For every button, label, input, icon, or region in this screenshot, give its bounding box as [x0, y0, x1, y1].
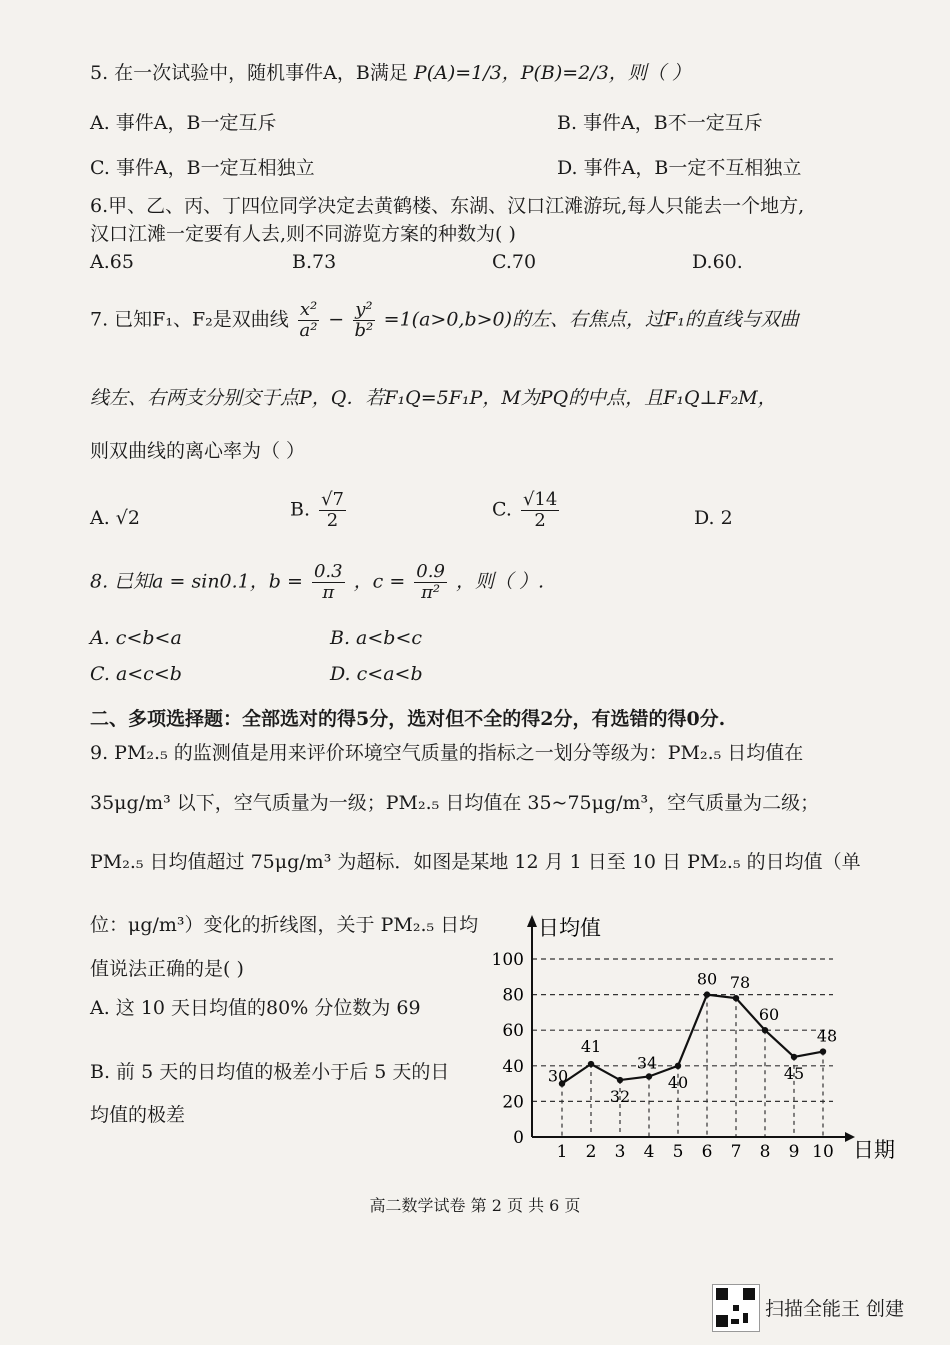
- q8-c-frac: $\frac{0.9}{\text{π²}}$: [416, 561, 445, 603]
- data-point: [733, 995, 739, 1001]
- q5-option-b: B. 事件A，B不一定互斥: [557, 112, 763, 134]
- q7-option-b: [290, 490, 349, 531]
- data-point: [762, 1027, 768, 1033]
- y-axis-title: 日均值: [538, 916, 601, 940]
- pm25-line-chart: [480, 905, 900, 1170]
- x-tick-label: 7: [730, 1142, 742, 1162]
- q8-option-d: D. c<a<b: [330, 663, 423, 685]
- q8-stem-c: ，则（ ）.: [455, 570, 545, 593]
- q8-option-c: C. a<c<b: [90, 663, 182, 685]
- x-tick-label: 10: [812, 1142, 834, 1162]
- data-point: [646, 1073, 652, 1079]
- q5-stem-text: 5. 在一次试验中，随机事件A，B满足: [90, 62, 408, 84]
- q6-option-c: C.70: [492, 251, 537, 273]
- q7-option-c: [492, 490, 562, 531]
- x-tick-label: 2: [585, 1142, 597, 1162]
- q8-b-frac: $\frac{0.3}{\pi}$: [313, 561, 343, 603]
- q7-stem-2: 线左、右两支分别交于点P，Q．若F₁Q=5F₁P，M为PQ的中点，且F₁Q⊥F₂M，: [90, 387, 777, 409]
- y-tick-label: 60: [502, 1021, 524, 1042]
- q7-option-c-label: C.: [492, 498, 512, 521]
- x-tick-label: 8: [759, 1142, 771, 1162]
- x-tick-label: 1: [556, 1142, 568, 1162]
- data-point: [588, 1061, 594, 1067]
- q9-line-5: 值说法正确的是( ): [90, 958, 244, 980]
- x-tick-label: 6: [701, 1142, 713, 1162]
- q8-stem-b: ，c =: [353, 570, 406, 593]
- q8-option-a: A. c<b<a: [90, 627, 182, 649]
- y-tick-label: 0: [513, 1128, 524, 1148]
- q8-stem-a: 8. 已知a = sin0.1，b =: [90, 570, 303, 593]
- q9-line-2: 35μg/m³ 以下，空气质量为一级；PM₂.₅ 日均值在 35~75μg/m³，空气质量为二级；: [90, 792, 820, 814]
- data-label: 48: [816, 1026, 838, 1046]
- q5-option-c: C. 事件A，B一定互相独立: [90, 157, 315, 179]
- q9-line-1: 9. PM₂.₅ 的监测值是用来评价环境空气质量的指标之一划分等级为：PM₂.₅ 日均值在: [90, 742, 804, 764]
- data-label: 80: [696, 969, 718, 989]
- q9-line-4: 位：μg/m³）变化的折线图，关于 PM₂.₅ 日均: [90, 914, 479, 936]
- data-label: 30: [547, 1066, 569, 1086]
- q7-option-a: A. √2: [90, 507, 140, 529]
- x-tick-label: 3: [614, 1142, 626, 1162]
- q7-stem-1: 7. 已知F₁、F₂是双曲线 $\frac{\text{x²}}{\text{a²}}$ − $\frac{\text{y²}}{\text{b²}}$ =1(a>0,b>0)的左、右焦点，过F₁的直线与双曲: [90, 299, 799, 341]
- data-label: 78: [729, 973, 751, 993]
- q7-option-c-frac: $\frac{√14}{2}$: [522, 489, 558, 531]
- q9-option-a: A. 这 10 天日均值的80% 分位数为 69: [90, 997, 421, 1019]
- q7-option-d: D. 2: [694, 507, 733, 529]
- q6-option-d: D.60.: [692, 251, 743, 273]
- q8-stem: [90, 562, 544, 603]
- y-tick-label: 20: [502, 1092, 524, 1113]
- q6-stem-1: 6.甲、乙、丙、丁四位同学决定去黄鹤楼、东湖、汉口江滩游玩,每人只能去一个地方,: [90, 195, 805, 217]
- q7-option-b-frac: $\frac{√7}{2}$: [321, 489, 344, 531]
- data-label: 45: [783, 1063, 805, 1083]
- q7-stem-1b: =1(a>0,b>0)的左、右焦点，过F₁的直线与双曲: [383, 308, 799, 331]
- data-point: [791, 1054, 797, 1060]
- q5-option-d: D. 事件A，B一定不互相独立: [557, 157, 802, 179]
- q5-stem: [90, 58, 691, 85]
- q9-option-b-2: 均值的极差: [90, 1104, 186, 1126]
- hyperbola-x-term: $\frac{\text{x²}}{\text{a²}}$: [299, 299, 318, 341]
- y-tick-label: 100: [491, 950, 524, 970]
- scanner-brand-label: 扫描全能王 创建: [765, 1298, 905, 1320]
- q6-option-a: A.65: [90, 251, 134, 273]
- q5-cond: P(A)=1/3，P(B)=2/3，则（ ）: [413, 62, 691, 84]
- data-label: 34: [636, 1053, 658, 1073]
- x-tick-label: 5: [672, 1142, 684, 1162]
- data-point: [675, 1063, 681, 1069]
- data-point: [704, 991, 710, 997]
- q6-option-b: B.73: [292, 251, 337, 273]
- hyperbola-y-term: $\frac{\text{y²}}{\text{b²}}$: [354, 299, 374, 341]
- x-axis-title: 日期: [853, 1138, 895, 1162]
- y-tick-label: 40: [502, 1056, 524, 1077]
- qr-code-icon: [712, 1284, 760, 1332]
- x-tick-label: 4: [643, 1142, 655, 1162]
- q9-line-3: PM₂.₅ 日均值超过 75μg/m³ 为超标．如图是某地 12 月 1 日至 10 日 PM₂.₅ 的日均值（单: [90, 851, 861, 873]
- data-label: 32: [609, 1087, 631, 1107]
- data-point: [617, 1077, 623, 1083]
- q7-stem-1a: 7. 已知F₁、F₂是双曲线: [90, 308, 289, 331]
- data-point: [820, 1048, 826, 1054]
- q7-stem-3: 则双曲线的离心率为（ ）: [90, 440, 306, 462]
- y-axis-arrow-icon: [527, 915, 537, 927]
- q9-option-b-1: B. 前 5 天的日均值的极差小于后 5 天的日: [90, 1061, 450, 1083]
- section-2-heading: 二、多项选择题：全部选对的得5分，选对但不全的得2分，有选错的得0分.: [90, 708, 726, 730]
- data-label: 41: [580, 1037, 602, 1057]
- data-label: 40: [667, 1072, 689, 1092]
- q8-option-b: B. a<b<c: [330, 627, 423, 649]
- page-footer: 高二数学试卷 第 2 页 共 6 页: [369, 1196, 581, 1215]
- q7-option-b-label: B.: [290, 498, 311, 521]
- x-tick-label: 9: [788, 1142, 800, 1162]
- q6-stem-2: 汉口江滩一定要有人去,则不同游览方案的种数为( ): [90, 223, 516, 245]
- y-tick-label: 80: [502, 985, 524, 1006]
- q5-option-a: A. 事件A，B一定互斥: [90, 112, 277, 134]
- data-label: 60: [758, 1005, 780, 1025]
